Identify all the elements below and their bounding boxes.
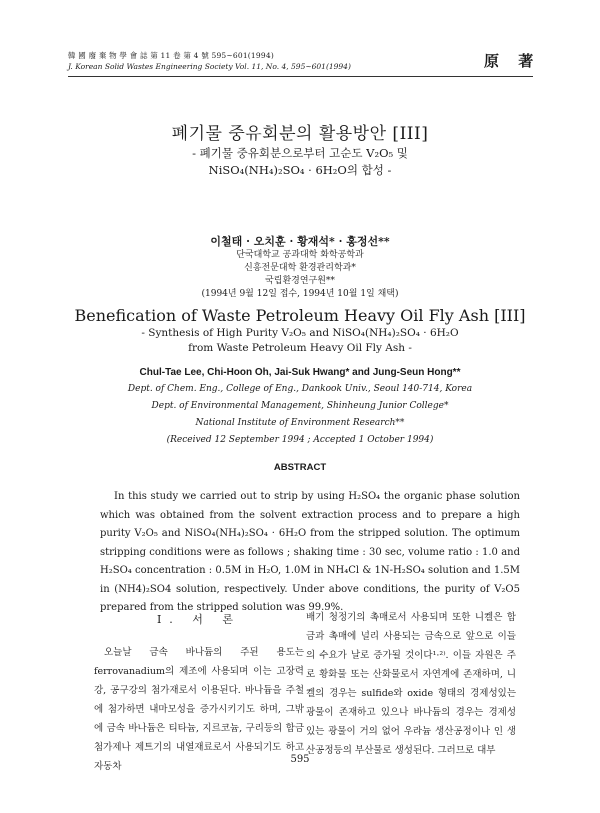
- korean-title: 폐기물 중유회분의 활용방안 [III]: [171, 124, 429, 144]
- abstract-text: In this study we carried out to strip by using H₂SO₄ the organic phase solution which was obtained from the solvent extraction process and to prepare a high purity V₂O₅ and NiSO₄(NH₄)₂SO₄ · 6H₂O from the stripped solution. The optimum stripping conditions were as follows ; shaking time : 30 sec, volume ratio : 1.0 and H₂SO₄ concentration : 0.5M in H₂O, 1.0M in NH₄Cl & 1N-H₂SO₄ solution and 1.5M in (NH4)₂SO4 solution, respectively. Under above conditions, the purity of V₂O5 prepared from the stripped solution was 99.9%.: [100, 491, 520, 613]
- korean-subtitle-line1: - 폐기물 중유회분으로부터 고순도 V₂O₅ 및: [192, 146, 408, 160]
- abstract-heading: ABSTRACT: [273, 462, 327, 473]
- korean-affiliation-1: 단국대학교 공과대학 화학공학과: [236, 250, 364, 260]
- section-heading-introduction: I. 서 론: [156, 613, 242, 626]
- english-authors: Chul-Tae Lee, Chi-Hoon Oh, Jai-Suk Hwang* and Jung-Seun Hong**: [139, 367, 461, 378]
- body-left-column: [94, 608, 304, 776]
- korean-affiliation-3: 국립환경연구원**: [265, 276, 335, 286]
- korean-authors: 이철태 · 오치훈 · 황재석* · 홍정선**: [210, 235, 390, 248]
- abstract-body: [100, 488, 520, 618]
- korean-subtitle-line2: NiSO₄(NH₄)₂SO₄ · 6H₂O의 합성 -: [208, 163, 392, 177]
- english-affiliation-2: Dept. of Environmental Management, Shinheung Junior College*: [151, 401, 449, 411]
- english-subtitle-line1: - Synthesis of High Purity V₂O₅ and NiSO₄(NH₄)₂SO₄ · 6H₂O: [141, 327, 459, 339]
- english-subtitle-line2: from Waste Petroleum Heavy Oil Fly Ash -: [188, 342, 412, 354]
- page-number: 595: [290, 754, 310, 765]
- korean-affiliation-2: 신흥전문대학 환경관리학과*: [244, 263, 356, 273]
- english-affiliation-1: Dept. of Chem. Eng., College of Eng., Dankook Univ., Seoul 140-714, Korea: [127, 384, 473, 394]
- english-affiliation-3: National Institute of Environment Research**: [195, 418, 405, 428]
- korean-dates: (1994년 9월 12일 접수, 1994년 10월 1일 채택): [201, 289, 399, 299]
- journal-header-english: J. Korean Solid Wastes Engineering Society Vol. 11, No. 4, 595~601(1994): [68, 62, 351, 71]
- article-type-label: 原 著: [484, 52, 541, 70]
- english-title: Benefication of Waste Petroleum Heavy Oil Fly Ash [III]: [74, 306, 526, 325]
- header-rule: [68, 76, 533, 77]
- english-dates: (Received 12 September 1994 ; Accepted 1 October 1994): [166, 435, 434, 445]
- body-right-text: 배기 청정기의 촉매로서 사용되며 또한 니켈은 합금과 촉매에 널리 사용되는 금속으로 앞으로 이들의 수요가 날로 증가될 것이다¹·²⁾. 이들 자원은 주로 황화물 또는 산화물로서 자연계에 존재하며, 니켈의 경우는 sulfide와 oxide 형태의 경제성있는 광물이 존재하고 있으나 바나듐의 경우는 경제성 있는 광물이 거의 없어 우라늄 생산공정이나 인 생산공정등의 부산물로 생성된다. 그러므로 대부: [306, 612, 516, 756]
- body-right-column: [306, 608, 516, 760]
- body-left-text: 오늘날 금속 바나듐의 주된 용도는 ferrovanadium의 제조에 사용되며 이는 고장력강, 공구강의 첨가재로서 이용된다. 바나듐을 주철에 첨가하면 내마모성을 증가시키기도 하며, 그밖에 금속 바나듐은 티타늄, 지르코늄, 구리등의 합금첨가제나 제트기의 내열재료로서 사용되기도 하고 자동차: [94, 647, 304, 772]
- journal-header-korean: 韓 國 廢 棄 物 學 會 誌 第 11 卷 第 4 號 595~601(1994): [68, 51, 274, 60]
